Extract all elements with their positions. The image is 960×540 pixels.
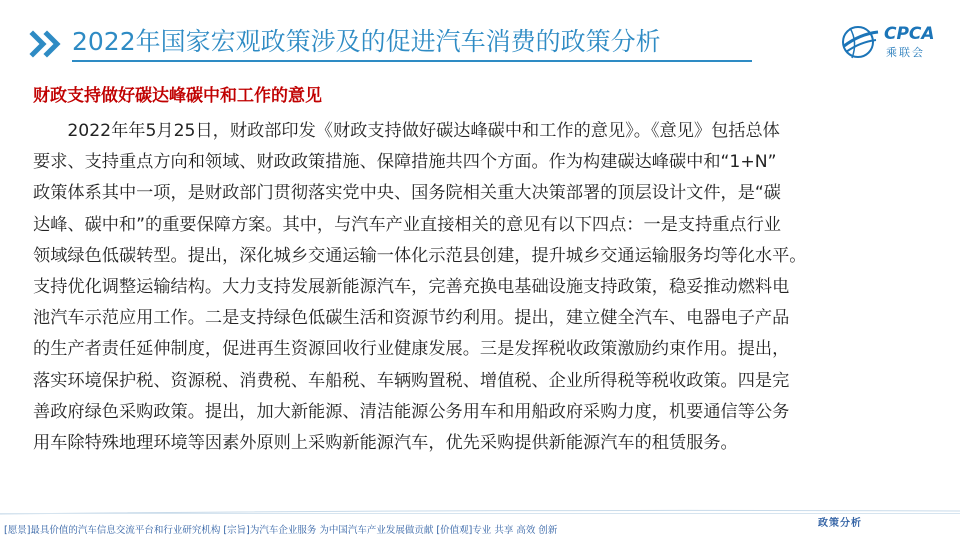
double-chevron-icon: [29, 29, 65, 59]
paragraph-line: 2022年年5月25日，财政部印发《财政支持做好碳达峰碳中和工作的意见》。《意见》包括总体: [33, 121, 780, 141]
page-title: 2022年国家宏观政策涉及的促进汽车消费的政策分析: [72, 27, 661, 56]
paragraph-line: 落实环境保护税、资源税、消费税、车船税、车辆购置税、增值税、企业所得税等税收政策。四是完: [33, 370, 790, 391]
paragraph-line: 支持优化调整运输结构。大力支持发展新能源汽车，完善充换电基础设施支持政策，稳妥推动燃料电: [33, 276, 790, 297]
paragraph-line: 要求、支持重点方向和领域、财政政策措施、保障措施共四个方面。作为构建碳达峰碳中和“1+N”: [33, 152, 777, 173]
title-underline: [72, 60, 752, 62]
footer-mission-text: [愿景]最具价值的汽车信息交流平台和行业研究机构 [宗旨]为汽车企业服务 为中国汽车产业发展做贡献 [价值观]专业 共享 高效 创新: [4, 525, 558, 536]
section-subtitle: 财政支持做好碳达峰碳中和工作的意见: [33, 86, 322, 106]
globe-logo-icon: [840, 22, 880, 64]
paragraph-line: 善政府绿色采购政策。提出，加大新能源、清洁能源公务用车和用船政府采购力度，机要通信等公务: [33, 401, 790, 422]
paragraph-line: 的生产者责任延伸制度，促进再生资源回收行业健康发展。三是发挥税收政策激励约束作用。提出，: [33, 339, 790, 360]
paragraph-line: 用车除特殊地理环境等因素外原则上采购新能源汽车，优先采购提供新能源汽车的租赁服务。: [33, 432, 738, 453]
body-paragraph: [33, 116, 933, 459]
paragraph-line: 达峰、碳中和”的重要保障方案。其中，与汽车产业直接相关的意见有以下四点：一是支持重点行业: [33, 214, 781, 235]
paragraph-line: 领域绿色低碳转型。提出，深化城乡交通运输一体化示范县创建，提升城乡交通运输服务均等化水平。: [33, 245, 807, 266]
logo-text: CPCA: [884, 24, 935, 44]
logo-chinese: 乘联会: [886, 46, 925, 59]
paragraph-line: 政策体系其中一项，是财政部门贯彻落实党中央、国务院相关重大决策部署的顶层设计文件，是“碳: [33, 183, 781, 204]
footer-section-label: 政策分析: [818, 518, 862, 529]
paragraph-line: 池汽车示范应用工作。二是支持绿色低碳生活和资源节约利用。提出，建立健全汽车、电器电子产品: [33, 308, 790, 329]
footer-divider: [0, 513, 960, 514]
footer-swoosh: [0, 505, 960, 517]
cpca-logo: [840, 22, 940, 64]
